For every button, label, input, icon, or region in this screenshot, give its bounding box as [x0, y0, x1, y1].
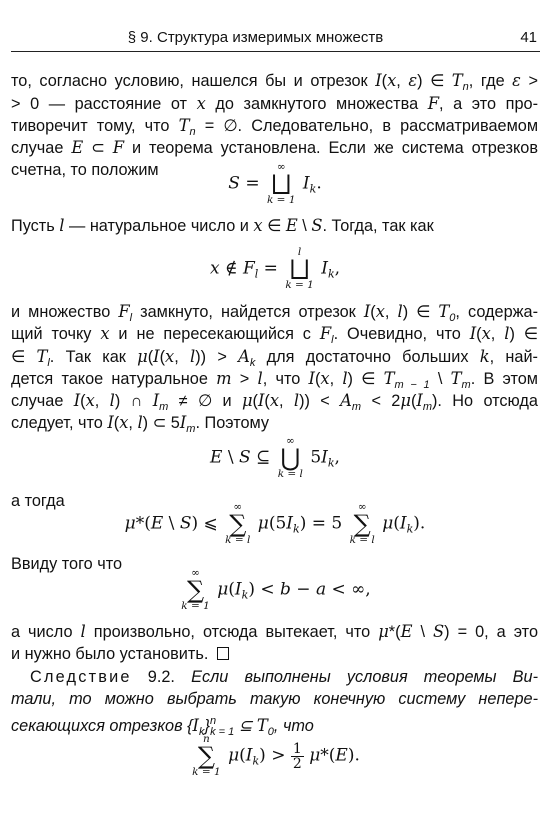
text-line: щий точку x и не пересекающийся с $F_l$. Очевидно, что I(x, l) ∈ — [11, 324, 538, 346]
text-line: то, согласно условию, нашелся бы и отрезок I(x, ε) ∈ $T_n$, где ε > — [11, 71, 538, 93]
text-line: счетна, то положим — [11, 161, 159, 179]
text-line: и нужно было установить. — [11, 643, 538, 665]
formula-outer-measure: μ*(E \ S) ⩽ ∞ ∑ k = l $\mu(5I_k) = 5$ ∞ ∑ k = l $\mu(I_k)$. — [124, 501, 426, 546]
qed-icon — [217, 647, 229, 660]
text-line: случае I(x, l) ∩ $I_m$ ≠ ∅ и μ(I(x, $l)) < A_m < 2\mu(I_m)$. Но отсюда — [11, 391, 538, 413]
formula-S-union: S = ∞ ⨆ k = 1 $I_k$. — [228, 161, 322, 206]
formula-corollary: n ∑ k = 1 $\mu(I_k)$ > $\frac{1}{2}$ μ*(E). — [192, 733, 360, 778]
formula-E-minus-S: E \ S ⊆ ∞ ⋃ k = l $5I_k$, — [210, 435, 340, 480]
formula-sum-finite: ∞ ∑ k = 1 $\mu(I_k) < b - a$ < ∞, — [181, 567, 371, 612]
text-line: следует, что I(x, l) ⊂ $5I_m$. Поэтому — [11, 413, 270, 435]
text-line: > 0 — расстояние от x до замкнутого множества F, а это про- — [11, 94, 539, 113]
text-line: дется такое натуральное m > l, что I(x, l) ∈ $T_{m - 1}$ \ $T_m$. В этом — [11, 369, 538, 391]
text-line: тиворечит тому, что $T_n$ = ∅. Следовательно, в рассматриваемом — [11, 116, 539, 138]
text-line: и множество $F_l$ замкнуто, найдется отрезок I(x, l) ∈ $T_0$, содержа- — [11, 302, 538, 324]
text-line: Пусть l — натуральное число и x ∈ E \ S. Тогда, так как — [11, 216, 434, 235]
text-line: ∈ $T_l$. Так как μ(I(x, $l)) > A_k$ для достаточно больших k, най- — [11, 347, 538, 369]
text-line: случае E ⊂ F и теорема установлена. Если же система отрезков — [11, 138, 538, 157]
corollary-line: Следствие 9.2. Если выполнены условия теоремы Ви- — [30, 668, 538, 686]
corollary-line: тали, то можно выбрать такую конечную систему непере- — [11, 690, 538, 708]
text-line: а число l произвольно, отсюда вытекает, что μ*(E \ S) = 0, а это — [11, 622, 538, 641]
page-header — [11, 29, 540, 52]
corollary-line: секающихся отрезков $\{I_k\}^n_{k = 1}$ ⊆ $T_0$, что — [11, 715, 314, 738]
section-title: § 9. Структура измеримых множеств — [127, 29, 384, 46]
text-line: Ввиду того что — [11, 555, 123, 573]
text-line: а тогда — [11, 492, 65, 510]
page-number: 41 — [520, 29, 537, 46]
formula-F-l: x ∉ $F_l$ = l ⨆ k = 1 $I_k$, — [209, 246, 341, 291]
